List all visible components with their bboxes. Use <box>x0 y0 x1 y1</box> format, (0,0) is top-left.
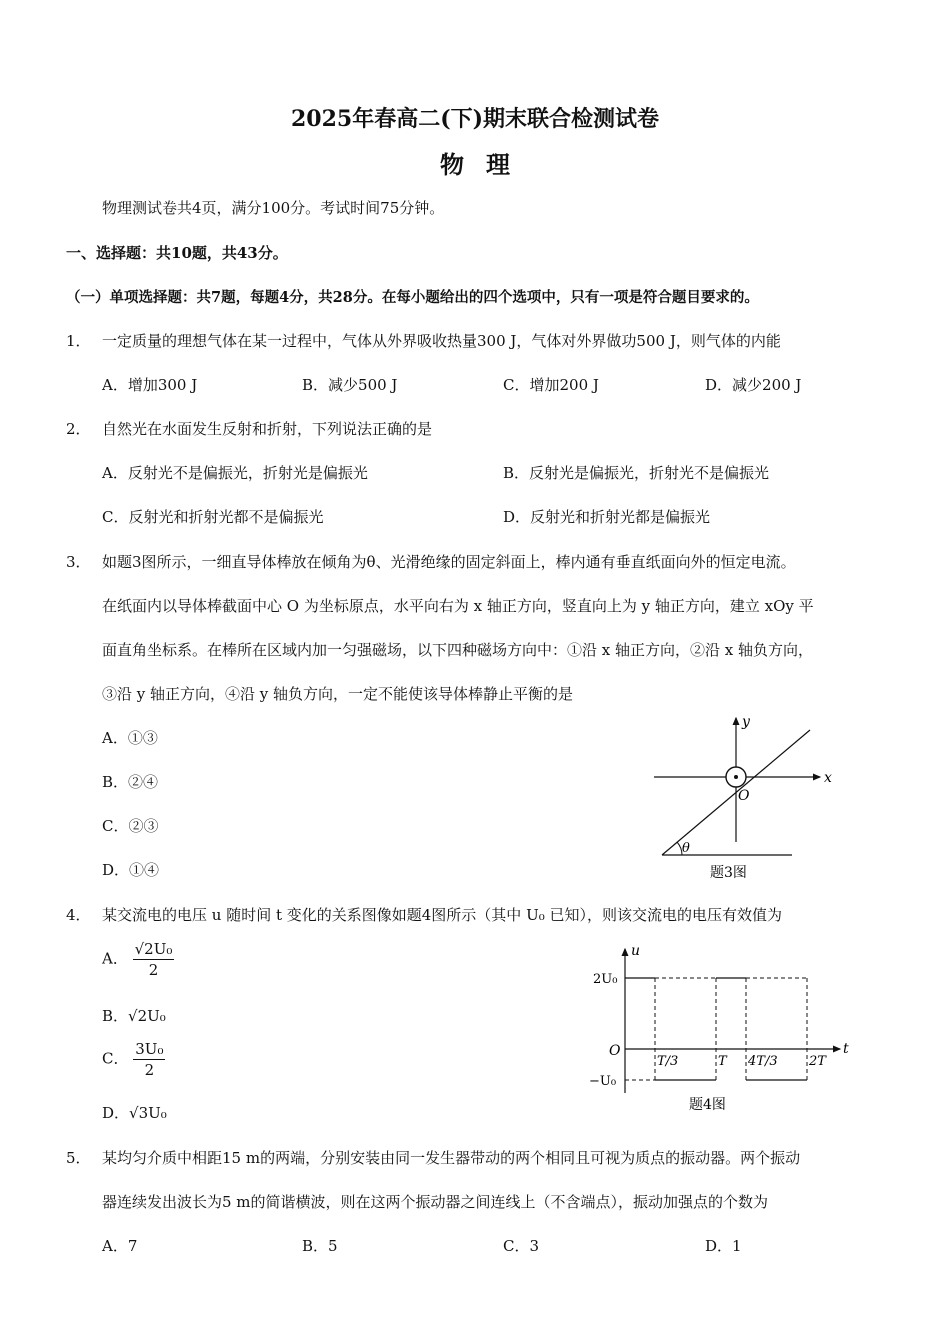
question-number: 4． <box>66 906 91 924</box>
exam-subject: 物理 <box>440 150 532 179</box>
angle-label: θ <box>682 841 690 856</box>
option-b[interactable]: B．减少500 J <box>302 376 398 394</box>
option-d[interactable]: D．反射光和折射光都是偏振光 <box>503 508 711 526</box>
figure-4-voltage-graph <box>585 943 860 1118</box>
x-tick-4t3: 4T/3 <box>748 1054 778 1069</box>
option-a[interactable] <box>102 940 174 979</box>
figure-caption: 题4图 <box>689 1097 726 1113</box>
option-label: A． <box>102 949 128 968</box>
question-text-line: 如题3图所示，一细直导体棒放在倾角为θ、光滑绝缘的固定斜面上，棒内通有垂直纸面向外的恒定电流。 <box>102 553 796 571</box>
option-c[interactable]: C．反射光和折射光都不是偏振光 <box>102 508 324 526</box>
option-b[interactable]: B．5 <box>302 1237 338 1255</box>
dashed-guides <box>625 978 807 1080</box>
option-a[interactable]: A．反射光不是偏振光，折射光是偏振光 <box>102 464 368 482</box>
y-axis-label: y <box>742 714 750 730</box>
x-tick-t: T <box>718 1054 727 1069</box>
option-d[interactable]: D．减少200 J <box>705 376 802 394</box>
question-text: 某交流电的电压 u 随时间 t 变化的关系图像如题4图所示（其中 U₀ 已知），则该交流电的电压有效值为 <box>102 906 782 924</box>
option-d[interactable] <box>102 1102 167 1123</box>
option-a[interactable]: A．①③ <box>102 729 158 747</box>
question-text-line: 器连续发出波长为5 m的简谐横波，则在这两个振动器之间连线上（不含端点），振动加强点的个数为 <box>102 1193 769 1211</box>
section-heading: 一、选择题：共10题，共43分。 <box>66 244 288 262</box>
origin-label: O <box>738 788 750 804</box>
fraction-denominator: 2 <box>148 961 159 979</box>
question-number: 3． <box>66 553 91 571</box>
u-axis-label: u <box>631 943 641 959</box>
question-text: 自然光在水面发生反射和折射，下列说法正确的是 <box>102 420 433 438</box>
option-a[interactable]: A．7 <box>102 1237 138 1255</box>
question-text-line: 面直角坐标系。在棒所在区域内加一匀强磁场，以下四种磁场方向中：①沿 x 轴正方向，②沿 x 轴负方向， <box>102 641 813 659</box>
option-b[interactable] <box>102 1005 166 1026</box>
option-c[interactable]: C．②③ <box>102 817 159 835</box>
question-text-line: ③沿 y 轴正方向，④沿 y 轴负方向，一定不能使该导体棒静止平衡的是 <box>102 685 574 703</box>
figure-3-incline <box>640 712 840 887</box>
question-number: 1． <box>66 332 91 350</box>
fraction-numerator: √2U₀ <box>134 940 173 958</box>
fraction <box>133 940 175 979</box>
x-axis-label: x <box>824 770 832 786</box>
question-text-line: 在纸面内以导体棒截面中心 O 为坐标原点，水平向右为 x 轴正方向，竖直向上为 y 轴正方向，建立 xOy 平 <box>102 597 814 615</box>
option-label: B． <box>102 1007 129 1025</box>
option-label: C． <box>102 1049 129 1068</box>
question-text: 一定质量的理想气体在某一过程中，气体从外界吸收热量300 J，气体对外界做功500 J，则气体的内能 <box>102 332 781 350</box>
question-number: 2． <box>66 420 91 438</box>
x-tick-t3: T/3 <box>657 1054 679 1069</box>
option-d[interactable]: D．①④ <box>102 861 160 879</box>
t-axis-label: t <box>843 1041 849 1057</box>
current-dot <box>734 775 738 779</box>
y-tick-neg-u0: −U₀ <box>589 1074 617 1089</box>
figure-caption: 题3图 <box>710 865 747 881</box>
question-number: 5． <box>66 1149 91 1167</box>
option-label: D． <box>102 1104 130 1122</box>
option-b[interactable]: B．反射光是偏振光，折射光不是偏振光 <box>503 464 770 482</box>
option-c[interactable]: C．增加200 J <box>503 376 599 394</box>
subsection-heading: （一）单项选择题：共7题，每题4分，共28分。在每小题给出的四个选项中，只有一项是符合题目要求的。 <box>66 289 759 306</box>
option-value: √3U₀ <box>129 1104 167 1122</box>
x-tick-2t: 2T <box>809 1054 826 1069</box>
question-text-line: 某均匀介质中相距15 m的两端，分别安装由同一发生器带动的两个相同且可视为质点的振动器。两个振动 <box>102 1149 801 1167</box>
exam-intro: 物理测试卷共4页，满分100分。考试时间75分钟。 <box>102 199 445 217</box>
y-tick-2u0: 2U₀ <box>593 972 618 987</box>
fraction-denominator: 2 <box>144 1061 155 1079</box>
origin-label: O <box>609 1043 621 1059</box>
option-b[interactable]: B．②④ <box>102 773 159 791</box>
option-d[interactable]: D．1 <box>705 1237 742 1255</box>
fraction-numerator: 3U₀ <box>135 1040 164 1058</box>
exam-title: 2025年春高二(下)期末联合检测试卷 <box>290 106 660 132</box>
option-a[interactable]: A．增加300 J <box>102 376 198 394</box>
option-value: √2U₀ <box>128 1007 166 1025</box>
option-c[interactable]: C．3 <box>503 1237 540 1255</box>
fraction <box>133 1040 165 1079</box>
option-c[interactable] <box>102 1040 165 1079</box>
